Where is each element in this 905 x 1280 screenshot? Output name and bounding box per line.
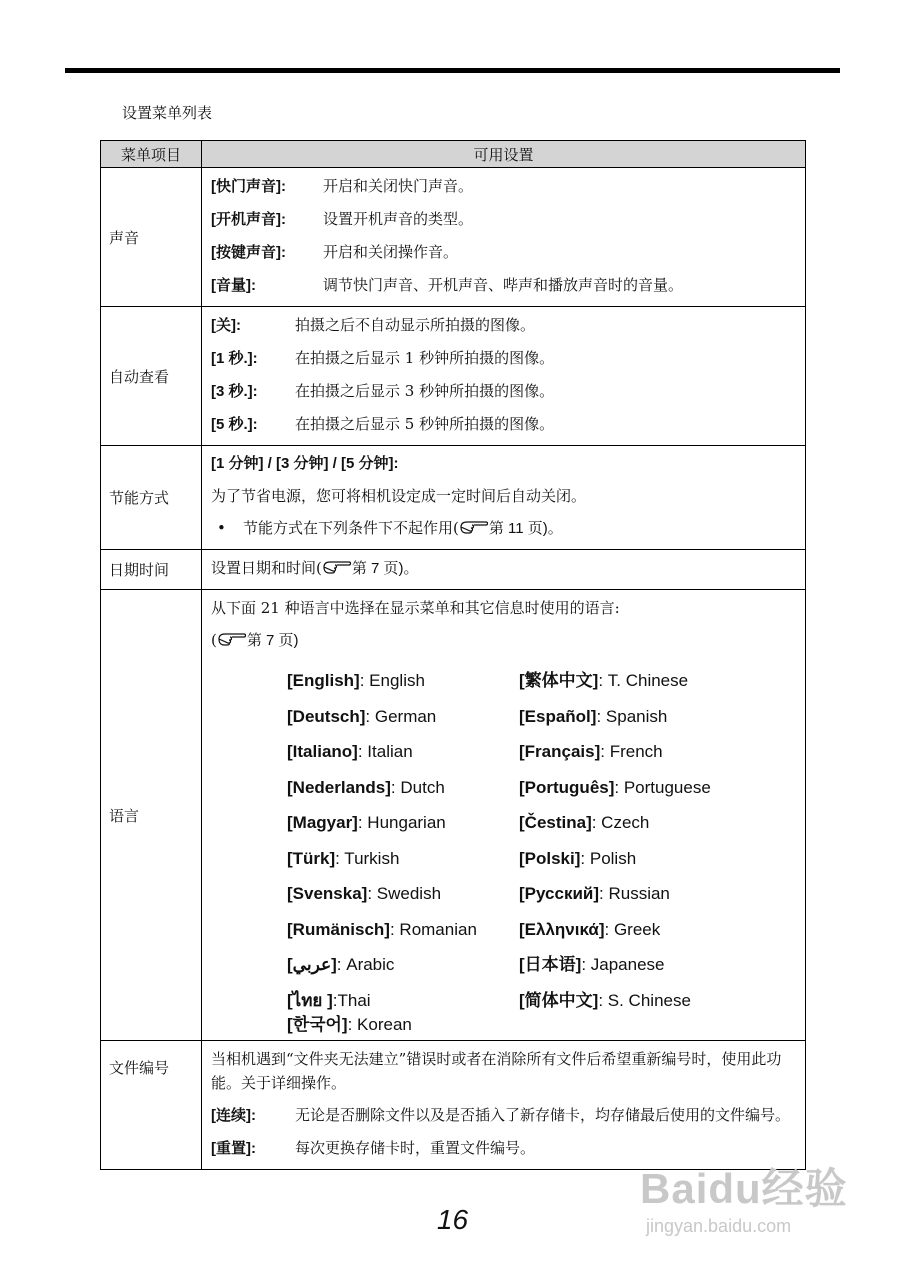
language-value: : Dutch [390, 777, 445, 797]
language-value: : Turkish [335, 848, 400, 868]
language-option [519, 770, 769, 806]
setting-line [211, 342, 797, 375]
power-options: [1 分钟] / [3 分钟] / [5 分钟]: [211, 455, 399, 472]
setting-line [211, 236, 797, 269]
language-option [287, 663, 519, 699]
language-option [287, 770, 519, 806]
file-number-intro: 当相机遇到“文件夹无法建立”错误时或者在消除所有文件后希望重新编号时，使用此功能。关于详细操作。 [211, 1050, 782, 1092]
language-key: [Deutsch] [287, 706, 366, 726]
pointing-hand-icon [217, 632, 247, 646]
datetime-ref: 第 7 页)。 [351, 560, 419, 577]
datetime-text: 设置日期和时间( [211, 559, 322, 577]
language-key: [Svenska] [287, 884, 368, 903]
row-settings-sound [202, 168, 806, 307]
row-label-review: 自动查看 [101, 307, 202, 446]
language-value: : Romanian [389, 919, 477, 939]
setting-key: [5 秒.]: [211, 416, 258, 433]
watermark-url: jingyan.baidu.com [646, 1216, 792, 1236]
bullet-icon: • [217, 519, 226, 537]
language-option [519, 699, 769, 735]
language-key: [Türk] [287, 848, 336, 868]
setting-desc: 在拍摄之后显示 1 秒钟所拍摄的图像。 [295, 349, 555, 367]
language-value: : Japanese [581, 955, 665, 974]
watermark-brand: Baidu经验 [640, 1165, 848, 1212]
settings-menu-table [100, 140, 806, 1170]
setting-desc: 拍摄之后不自动显示所拍摄的图像。 [295, 316, 536, 334]
table-row-language [101, 590, 806, 1041]
row-label-file-number: 文件编号 [101, 1041, 202, 1170]
setting-key: [按键声音]: [211, 244, 286, 261]
language-value: : Polish [580, 848, 637, 868]
language-value: : Korean [347, 1015, 412, 1034]
power-note-ref: 第 11 页)。 [488, 520, 563, 537]
language-value: : German [365, 706, 437, 726]
language-key: [Rumänisch] [287, 919, 390, 939]
language-key: [Español] [519, 706, 597, 726]
language-value: : English [359, 671, 425, 690]
language-option [519, 841, 769, 877]
language-option [519, 983, 769, 1019]
header-menu-item: 菜单项目 [101, 141, 202, 168]
language-ref: 第 7 页) [246, 632, 299, 649]
language-value: : T. Chinese [598, 671, 689, 690]
language-option [519, 876, 769, 912]
language-value: : Arabic [336, 955, 395, 974]
language-value: : Russian [599, 884, 670, 903]
power-note [211, 512, 797, 545]
power-note-text: 节能方式在下列条件下不起作用( [243, 519, 459, 537]
page-number: 16 [436, 1204, 469, 1235]
language-option [519, 663, 769, 699]
row-settings-power [202, 446, 806, 550]
language-key: [Čestina] [519, 813, 592, 832]
top-rule [65, 68, 840, 73]
language-ref-line [211, 624, 797, 657]
setting-line [211, 203, 797, 236]
setting-line [211, 408, 797, 441]
setting-key: [3 秒.]: [211, 383, 258, 400]
language-value: : Portuguese [614, 777, 711, 797]
setting-line [211, 269, 797, 302]
language-key: [English] [287, 671, 360, 690]
table-row-sound [101, 168, 806, 307]
row-settings-datetime [202, 550, 806, 590]
setting-desc: 在拍摄之后显示 5 秒钟所拍摄的图像。 [295, 415, 555, 433]
language-option [287, 805, 519, 841]
table-header-row [101, 141, 806, 168]
language-option [287, 1014, 769, 1036]
setting-line [211, 309, 797, 342]
language-value: : Spanish [596, 706, 668, 726]
language-key: [简体中文] [519, 990, 599, 1010]
language-value: : Greek [604, 919, 661, 939]
pointing-hand-icon [459, 520, 489, 534]
setting-desc: 在拍摄之后显示 3 秒钟所拍摄的图像。 [295, 382, 555, 400]
language-ref-open: ( [211, 631, 217, 649]
setting-key: [开机声音]: [211, 211, 286, 228]
language-key: [Français] [519, 742, 601, 761]
setting-key: [快门声音]: [211, 178, 286, 195]
language-key: [Ελληνικά] [519, 919, 605, 939]
setting-desc: 开启和关闭快门声音。 [323, 177, 474, 195]
language-option [287, 983, 519, 1019]
language-key: [Nederlands] [287, 777, 391, 797]
language-option [519, 805, 769, 841]
language-key: [Magyar] [287, 813, 358, 832]
language-key: [Polski] [519, 848, 581, 868]
row-label-language: 语言 [101, 590, 202, 1041]
setting-key: [1 秒.]: [211, 350, 258, 367]
language-value: : Hungarian [357, 813, 446, 832]
language-intro: 从下面 21 种语言中选择在显示菜单和其它信息时使用的语言: [211, 599, 620, 617]
language-option [287, 912, 519, 948]
setting-desc: 每次更换存储卡时，重置文件编号。 [295, 1139, 536, 1157]
language-option [287, 876, 519, 912]
language-option [287, 841, 519, 877]
language-value: : Czech [591, 813, 650, 832]
row-label-sound: 声音 [101, 168, 202, 307]
language-value: : S. Chinese [598, 990, 691, 1010]
watermark [640, 1156, 870, 1256]
setting-desc: 开启和关闭操作音。 [323, 243, 459, 261]
language-key: [Português] [519, 777, 615, 797]
language-key: [ไทย ] [287, 990, 333, 1010]
setting-desc: 调节快门声音、开机声音、哔声和播放声音时的音量。 [323, 276, 684, 294]
setting-line [211, 1099, 797, 1132]
setting-line [211, 375, 797, 408]
language-option [287, 947, 519, 983]
row-label-power: 节能方式 [101, 446, 202, 550]
row-settings-file-number [202, 1041, 806, 1170]
pointing-hand-icon [322, 560, 352, 574]
language-key: [繁体中文] [519, 671, 599, 690]
language-key: [日本语] [519, 955, 582, 974]
row-settings-review [202, 307, 806, 446]
table-row-review [101, 307, 806, 446]
language-value: : Swedish [367, 884, 442, 903]
language-key: [Русский] [519, 884, 600, 903]
setting-line [211, 170, 797, 203]
table-row-datetime [101, 550, 806, 590]
setting-key: [重置]: [211, 1140, 256, 1157]
language-key: [한국어] [287, 1015, 348, 1034]
setting-key: [音量]: [211, 277, 256, 294]
header-available-settings: 可用设置 [202, 141, 806, 168]
row-label-datetime: 日期时间 [101, 550, 202, 590]
row-settings-language [202, 590, 806, 1041]
language-key: [Italiano] [287, 742, 358, 761]
setting-desc: 设置开机声音的类型。 [323, 210, 474, 228]
setting-key: [连续]: [211, 1107, 256, 1124]
language-option [519, 947, 769, 983]
setting-key: [关]: [211, 317, 241, 334]
language-option [519, 734, 769, 770]
table-row-power [101, 446, 806, 550]
table-row-file-number [101, 1041, 806, 1170]
language-option [287, 734, 519, 770]
power-desc: 为了节省电源，您可将相机设定成一定时间后自动关闭。 [211, 487, 587, 505]
language-key: [عربي] [287, 955, 337, 974]
section-title: 设置菜单列表 [122, 104, 213, 122]
language-value: : French [600, 742, 663, 761]
setting-desc: 无论是否删除文件以及是否插入了新存储卡，均存储最后使用的文件编号。 [295, 1106, 791, 1124]
language-option [287, 699, 519, 735]
datetime-desc [211, 552, 797, 585]
language-value: :Thai [332, 990, 371, 1010]
language-option [519, 912, 769, 948]
language-value: : Italian [357, 742, 413, 761]
language-list [287, 657, 797, 1036]
